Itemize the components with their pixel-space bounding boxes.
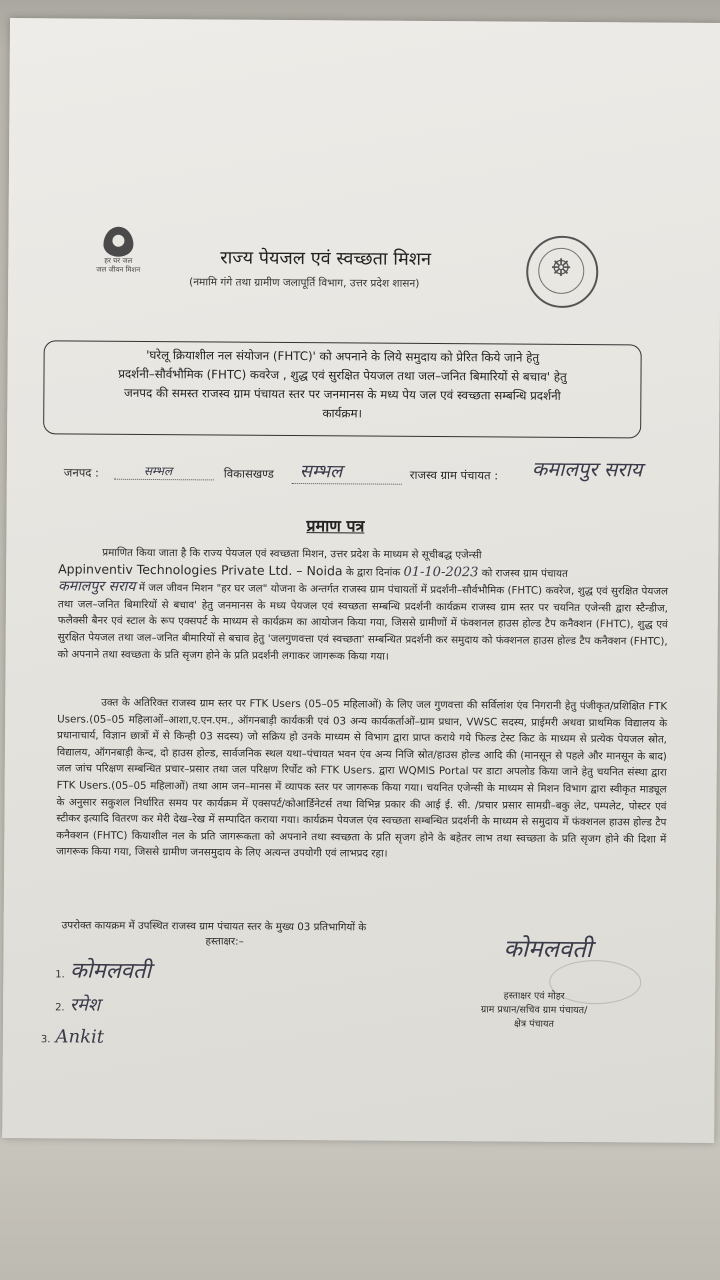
block-label: विकासखण्ड — [223, 466, 274, 481]
participants-note — [62, 918, 432, 951]
participant-1-number: 1. — [55, 969, 65, 981]
background-surface — [0, 1138, 720, 1280]
participant-2-signature: रमेश — [69, 994, 101, 1016]
participant-1 — [55, 954, 151, 985]
signatory-line-1: हस्ताक्षर एवं मोहर — [503, 990, 565, 1002]
para1-start: प्रमाणित किया जाता है कि राज्य पेयजल एवं स्वच्छता मिशन, उत्तर प्रदेश के माध्यम से सूचीबद्ध एजेन्सी — [102, 546, 482, 562]
certificate-document — [2, 18, 720, 1143]
signatory-block — [449, 989, 619, 1032]
program-title-box — [43, 340, 642, 438]
block-value-line — [292, 459, 402, 485]
box-line-4: कार्यक्रम। — [322, 406, 363, 421]
box-line-2: प्रदर्शनी–सौर्वभौमिक (FHTC) कवरेज , शुद्ध एवं सुरक्षित पेयजल तथा जल–जनित बिमारियों से बचाव' हेतु — [118, 366, 567, 384]
date-prefix: के द्वारा दिनांक — [345, 565, 401, 579]
logo-text-2: जल जीवन मिशन — [96, 265, 141, 274]
page-title: राज्य पेयजल एवं स्वच्छता मिशन — [220, 247, 432, 270]
participants-note-line-2: हस्ताक्षर:– — [205, 935, 244, 948]
signatory-line-3: क्षेत्र पंचायत — [513, 1018, 554, 1030]
participants-note-line-1: उपरोक्त कायक्रम में उपस्थित राजस्व ग्राम पंचायत स्तर के मुख्य 03 प्रतिभागियों के — [61, 919, 367, 934]
para2-text: उक्त के अतिरिक्त राजस्व ग्राम स्तर पर FTK Users (05–05 महिलाओं) के लिए जल गुणवत्ता की सर्विलांश एंव निगरानी हेतु पंजीकृत/प्रशिक्षित FTK Users.(05–05 महिलाओं–आशा,ए.एन.एम., ऑगनबाड़ी कार्यकत्री एवं 03 अन्य कार्यकर्ताओं–ग्राम प्रधान, VWSC सदस्य, प्राईमरी अथवा प्राथमिक विद्यालय के प्रधानाचार्य, विज्ञान छात्रों में से किन्ही 03 सदस्य) जो सक्रिय हो उनके माध्यम से विभाग द्वारा प्राप्त कराये गये फिल्ड टेस्ट किट के माध्यम से प्रत्येक पेयजल स्रोत, विद्यालय, ऑगनबाड़ी केन्द, दो हाउस होल्ड, सार्वजनिक स्थल यथा–पंचायत भवन एंव अन्य निजि स्रोत/हाउस होल्ड आदि की (मानसून से पहले और मानसून के बाद) जल जांच परिक्षण सम्बन्धित प्रचार–प्रसार तथा जल परिक्षण रिर्पोट को FTK Users. द्वारा WQMIS Portal पर डाटा अपलोड किया जाने हेतु चयनित संस्था द्वारा FTK Users.(05–05 महिलाओं) तथा आम जन–मानस में व्यापक स्तर पर जागरूक किया गया। चयनित एजेन्सी के माध्यम से मिशन विभाग द्वारा स्वीकृत माड्यूल के अनुसार सकुशल निर्धारित समय पर कार्यक्रम में एक्सपर्ट/कोआर्डिनेटर्स तथा विभिन्न प्रकार की आई ई. सी. /प्रचार प्रसार सामग्री–बकु लेट, पम्पलेट, पोस्टर एवं स्टीकर इत्यादि वितरण कर मेरी देख–रेख में सम्पादित कराया गया। कार्यक्रम पेयजल एंव स्वच्छता सम्बन्धित प्रदर्शनी के माध्यम से समुदाय में फंक्शनल हाउस होल्ड टैप कनैक्शन (FHTC) कियाशील नल के प्रति जागरूकता को अपनाने तथा स्वच्छता के प्रति सृजग होने के बहेतर लाभ तथा स्वच्छता के प्रति सृजग होने की दिशा में जागरूक किया गया, जिससे ग्रामीण जनसमुदाय के लिए अत्यन्त उपयोगी एवं लाभप्रद रहा। — [56, 696, 668, 860]
emblem-icon: ☸ — [550, 253, 572, 282]
gp-name-handwritten: कमालपुर सराय — [57, 578, 136, 596]
janpad-value: सम्भल — [143, 463, 173, 479]
block-value: सम्भल — [299, 461, 343, 483]
paragraph-2 — [56, 694, 667, 864]
paragraph-1 — [58, 544, 669, 666]
janpad-label: जनपद : — [63, 465, 99, 480]
signatory-line-2: ग्राम प्रधान/सचिव ग्राम पंचायत/ — [480, 1004, 588, 1017]
participant-3-number: 3. — [40, 1034, 51, 1046]
agency-name: Appinventiv Technologies Private Ltd. – Noida — [58, 560, 343, 578]
participant-2-number: 2. — [55, 1002, 65, 1014]
para1-rest: में जल जीवन मिशन "हर घर जल" योजना के अन्तर्गत राजस्व ग्राम पंचायतों में प्रदर्शनी–सौर्वभौमिक (FHTC) कवरेज, शुद्ध एवं सुरक्षित पेयजल तथा जल–जनित बिमारियों से बचाव' हेतु जनमानस के मध्य पेयजल एवं स्वच्छता सम्बन्धि प्रदर्शनी कार्यक्रम राजस्व ग्राम स्तर पर चयनित एजेन्सी द्वारा स्टैन्डीज, फलैक्सी बैनर एवं स्टाल के रूप एक्सपर्ट के माध्यम से कार्यक्रम का आयोजन किया गया, जिससे ग्रामीणों में फंक्शनल हाउस होल्ड टैप कनैक्शन (FHTC), शुद्ध एवं सुरक्षित पेयजल तथा जल–जनित बीमारियों से बचाव हेतु 'जलगुणवत्ता एवं स्वच्छता' सम्बन्धित प्रदर्शनी कर समुदाय को फंक्शनल हाउस होल्ड टैप कनैक्शन (FHTC), को अपनाने तथा स्वच्छता के प्रति सृजग होने के प्रति प्रदर्शनी लगाकर जागरूक किया गया। — [57, 582, 669, 663]
jal-jeevan-mission-logo — [88, 227, 148, 275]
participant-1-signature: कोमलवती — [69, 958, 152, 985]
signatory-signature: कोमलवती — [503, 934, 593, 964]
logo-text-1: हर घर जल — [104, 256, 133, 265]
page-subtitle: (नमामि गंगे तथा ग्रामीण जलापूर्ति विभाग, उत्तर प्रदेश शासन) — [189, 276, 420, 290]
date-suffix: को राजस्व ग्राम पंचायत — [481, 566, 568, 580]
janpad-value-line — [114, 462, 214, 481]
participant-3-signature: Ankit — [55, 1026, 105, 1048]
participant-3 — [41, 1026, 104, 1047]
up-government-emblem — [526, 236, 599, 309]
box-line-1: 'घरेलू क्रियाशील नल संयोजन (FHTC)' को अपनाने के लिये समुदाय को प्रेरित किये जाने हेतु — [146, 347, 540, 365]
participant-2 — [55, 992, 100, 1016]
location-fields: जनपद : सम्भल विकासखण्ड सम्भल राजस्व ग्राम पंचायत : कमालपुर सराय — [64, 465, 720, 470]
certificate-heading: प्रमाण पत्र — [306, 516, 365, 536]
program-date: 01-10-2023 — [403, 564, 479, 580]
gp-label: राजस्व ग्राम पंचायत : — [409, 467, 499, 483]
water-drop-icon — [103, 227, 133, 257]
box-line-3: जनपद की समस्त राजस्व ग्राम पंचायत स्तर पर जनमानस के मध्य पेय जल एवं स्वच्छता सम्बन्धि प्रदर्शनी — [123, 385, 561, 403]
